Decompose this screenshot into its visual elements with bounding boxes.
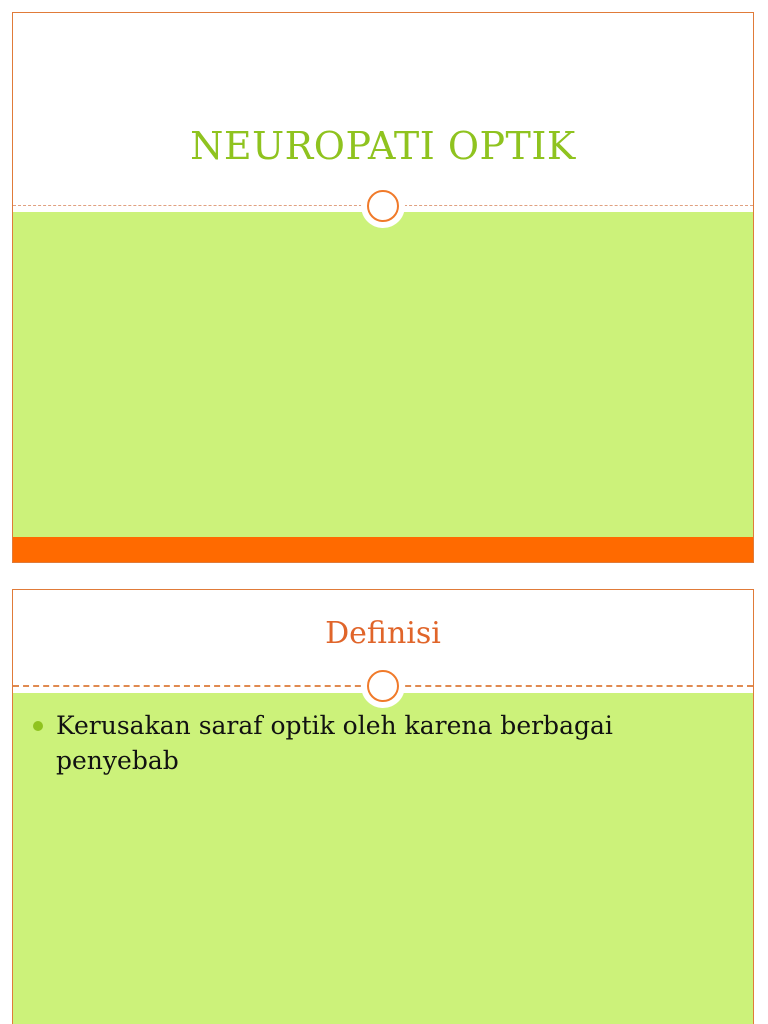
title-area	[13, 13, 753, 206]
bullet-dot-icon	[33, 721, 43, 731]
slide-definition	[12, 589, 754, 1024]
bullet-list	[13, 708, 753, 778]
list-item	[13, 708, 753, 778]
content-panel	[13, 212, 753, 537]
ring-ornament-icon	[361, 184, 405, 228]
bullet-text: Kerusakan saraf optik oleh karena berbagai penyebab	[56, 711, 613, 775]
footer-accent-bar	[13, 537, 753, 563]
slide-title	[12, 12, 754, 563]
slide-title-heading: NEUROPATI OPTIK	[190, 124, 576, 168]
slide-heading: Definisi	[325, 616, 441, 651]
ring-ornament-icon	[361, 664, 405, 708]
